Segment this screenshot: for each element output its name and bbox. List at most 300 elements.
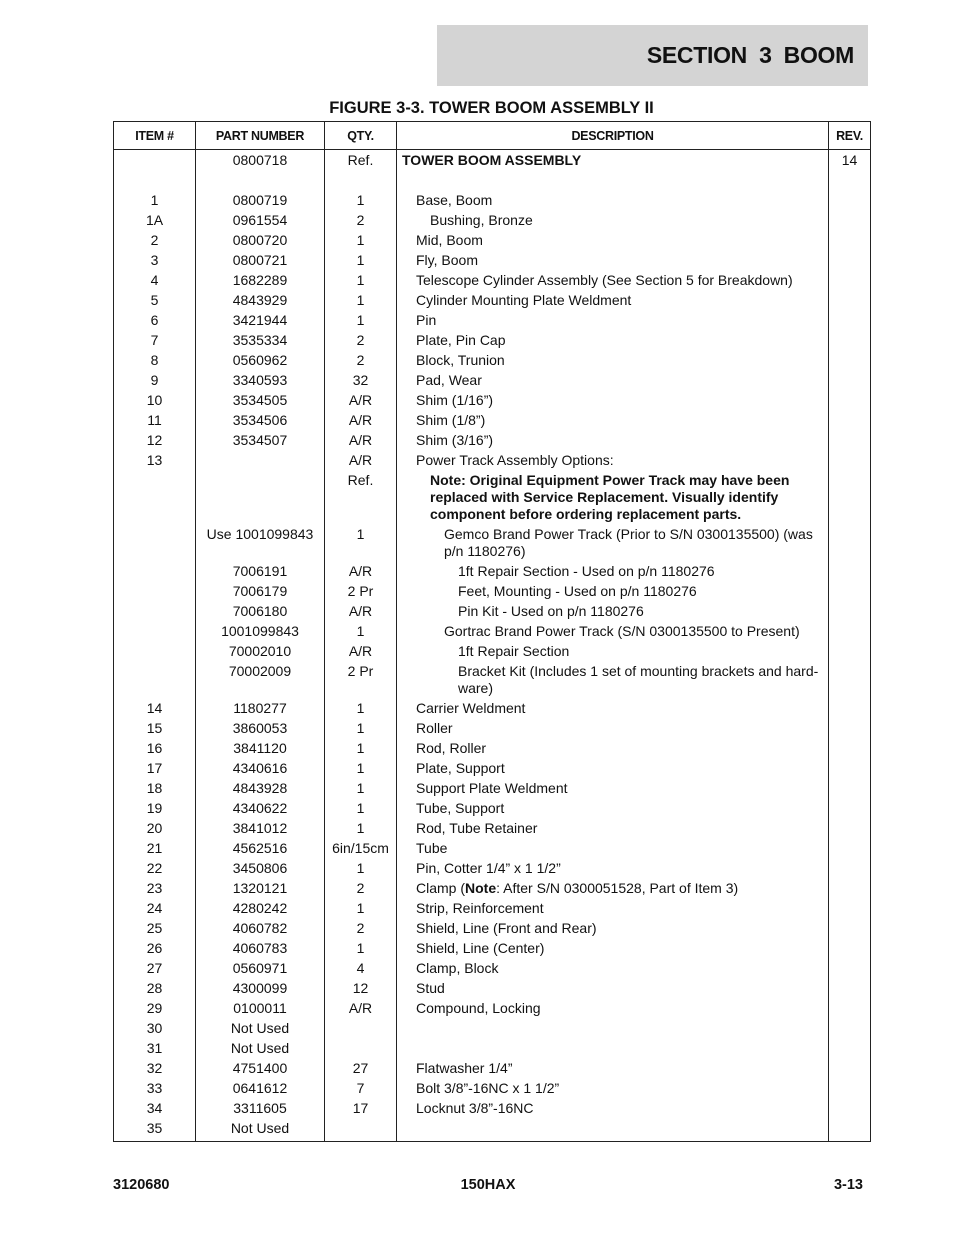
part-number-cell: 4060782	[196, 918, 325, 938]
part-number-cell: 3860053	[196, 718, 325, 738]
table-row	[114, 524, 871, 561]
item-cell: 7	[114, 330, 196, 350]
part-number-cell	[196, 170, 325, 190]
qty-cell: A/R	[325, 430, 397, 450]
rev-cell	[829, 1118, 871, 1142]
qty-cell: A/R	[325, 641, 397, 661]
qty-cell: 2 Pr	[325, 581, 397, 601]
column-header-qty: QTY.	[325, 122, 397, 150]
part-number-cell: 4751400	[196, 1058, 325, 1078]
description-text: Pin, Cotter 1/4” x 1 1/2”	[416, 860, 561, 876]
rev-cell	[829, 524, 871, 561]
description-text: Cylinder Mounting Plate Weldment	[416, 292, 632, 308]
qty-cell: 1	[325, 798, 397, 818]
description-text: Roller	[416, 720, 453, 736]
item-cell: 29	[114, 998, 196, 1018]
item-cell: 13	[114, 450, 196, 470]
rev-cell	[829, 230, 871, 250]
item-cell: 1	[114, 190, 196, 210]
description-text: Shim (3/16”)	[416, 432, 494, 448]
description-text: Pin	[416, 312, 437, 328]
item-cell: 26	[114, 938, 196, 958]
item-cell: 24	[114, 898, 196, 918]
rev-cell	[829, 718, 871, 738]
rev-cell	[829, 170, 871, 190]
table-row	[114, 170, 871, 190]
description-cell	[397, 150, 829, 171]
item-cell: 22	[114, 858, 196, 878]
description-cell	[397, 778, 829, 798]
item-cell: 14	[114, 698, 196, 718]
rev-cell	[829, 601, 871, 621]
description-cell	[397, 1118, 829, 1142]
rev-cell	[829, 698, 871, 718]
part-number-cell: Not Used	[196, 1018, 325, 1038]
table-row	[114, 230, 871, 250]
table-row	[114, 1058, 871, 1078]
qty-cell	[325, 170, 397, 190]
description-cell	[397, 270, 829, 290]
part-number-cell: 0800721	[196, 250, 325, 270]
table-row	[114, 718, 871, 738]
part-number-cell: 3421944	[196, 310, 325, 330]
description-text: Base, Boom	[416, 192, 493, 208]
rev-cell	[829, 938, 871, 958]
rev-cell	[829, 290, 871, 310]
item-cell	[114, 581, 196, 601]
table-row	[114, 190, 871, 210]
part-number-cell: 3534506	[196, 410, 325, 430]
description-cell	[397, 170, 829, 190]
table-row	[114, 330, 871, 350]
part-number-cell: 70002009	[196, 661, 325, 698]
description-cell	[397, 878, 829, 898]
description-text: Bushing, Bronze	[430, 212, 533, 228]
rev-cell	[829, 918, 871, 938]
item-cell: 33	[114, 1078, 196, 1098]
part-number-cell: Not Used	[196, 1038, 325, 1058]
description-text: Pin Kit - Used on p/n 1180276	[458, 603, 644, 619]
table-row	[114, 798, 871, 818]
part-number-cell: 70002010	[196, 641, 325, 661]
description-cell	[397, 858, 829, 878]
table-row	[114, 978, 871, 998]
table-row	[114, 390, 871, 410]
rev-cell	[829, 1078, 871, 1098]
description-cell	[397, 470, 829, 524]
description-text: Carrier Weldment	[416, 700, 526, 716]
table-row	[114, 758, 871, 778]
qty-cell: 1	[325, 858, 397, 878]
description-cell	[397, 621, 829, 641]
item-cell: 2	[114, 230, 196, 250]
item-cell	[114, 524, 196, 561]
qty-cell: 1	[325, 698, 397, 718]
qty-cell: 2	[325, 918, 397, 938]
table-row	[114, 778, 871, 798]
table-row	[114, 621, 871, 641]
item-cell: 15	[114, 718, 196, 738]
rev-cell	[829, 998, 871, 1018]
rev-cell	[829, 410, 871, 430]
item-cell: 25	[114, 918, 196, 938]
table-row	[114, 1098, 871, 1118]
qty-cell: A/R	[325, 390, 397, 410]
rev-cell	[829, 430, 871, 450]
part-number-cell: 4843928	[196, 778, 325, 798]
description-cell	[397, 250, 829, 270]
part-number-cell: Not Used	[196, 1118, 325, 1142]
rev-cell	[829, 561, 871, 581]
description-text: Support Plate Weldment	[416, 780, 568, 796]
qty-cell: 2	[325, 330, 397, 350]
rev-cell: 14	[829, 150, 871, 171]
table-row	[114, 270, 871, 290]
rev-cell	[829, 878, 871, 898]
description-cell	[397, 698, 829, 718]
table-row	[114, 410, 871, 430]
item-cell	[114, 470, 196, 524]
qty-cell: 1	[325, 524, 397, 561]
description-text: 1ft Repair Section - Used on p/n 1180276	[458, 563, 715, 579]
column-header-rev: REV.	[829, 122, 871, 150]
description-cell	[397, 1018, 829, 1038]
qty-cell: 6in/15cm	[325, 838, 397, 858]
part-number-cell	[196, 450, 325, 470]
description-text: Note: Original Equipment Power Track may have been replaced with Service Replacement. Visually identify component before ordering replacement parts.	[430, 472, 790, 522]
rev-cell	[829, 778, 871, 798]
item-cell: 10	[114, 390, 196, 410]
description-text: Tube	[416, 840, 448, 856]
table-row	[114, 250, 871, 270]
table-row	[114, 350, 871, 370]
table-row	[114, 290, 871, 310]
description-cell	[397, 798, 829, 818]
description-cell	[397, 938, 829, 958]
table-row	[114, 641, 871, 661]
rev-cell	[829, 738, 871, 758]
description-cell	[397, 1058, 829, 1078]
qty-cell: 12	[325, 978, 397, 998]
qty-cell: A/R	[325, 561, 397, 581]
rev-cell	[829, 190, 871, 210]
rev-cell	[829, 758, 871, 778]
table-row	[114, 838, 871, 858]
qty-cell: 1	[325, 270, 397, 290]
description-text: Fly, Boom	[416, 252, 478, 268]
description-cell	[397, 370, 829, 390]
footer-document-number: 3120680	[113, 1177, 170, 1193]
figure-title: FIGURE 3-3. TOWER BOOM ASSEMBLY II	[329, 99, 654, 117]
column-header-description: DESCRIPTION	[397, 122, 829, 150]
description-text: Bracket Kit (Includes 1 set of mounting brackets and hard-ware)	[458, 663, 819, 696]
description-text: Block, Trunion	[416, 352, 505, 368]
table-row	[114, 470, 871, 524]
qty-cell: A/R	[325, 998, 397, 1018]
item-cell: 31	[114, 1038, 196, 1058]
qty-cell: 1	[325, 250, 397, 270]
description-cell	[397, 838, 829, 858]
description-text: Clamp, Block	[416, 960, 499, 976]
qty-cell: 1	[325, 290, 397, 310]
item-cell: 18	[114, 778, 196, 798]
rev-cell	[829, 898, 871, 918]
part-number-cell: 7006180	[196, 601, 325, 621]
qty-cell: 17	[325, 1098, 397, 1118]
qty-cell: 1	[325, 718, 397, 738]
description-text: Flatwasher 1/4”	[416, 1060, 513, 1076]
description-text: Gortrac Brand Power Track (S/N 0300135500 to Present)	[444, 623, 800, 639]
item-cell: 3	[114, 250, 196, 270]
part-number-cell: 7006191	[196, 561, 325, 581]
item-cell: 30	[114, 1018, 196, 1038]
table-row	[114, 998, 871, 1018]
table-row	[114, 150, 871, 171]
table-row	[114, 581, 871, 601]
description-text: Shield, Line (Center)	[416, 940, 545, 956]
item-cell: 8	[114, 350, 196, 370]
parts-table	[113, 121, 871, 1142]
qty-cell	[325, 1038, 397, 1058]
description-text: Bolt 3/8”-16NC x 1 1/2”	[416, 1080, 560, 1096]
rev-cell	[829, 641, 871, 661]
item-cell: 6	[114, 310, 196, 330]
qty-cell: 1	[325, 778, 397, 798]
description-cell	[397, 430, 829, 450]
description-cell	[397, 898, 829, 918]
section-header-band	[437, 25, 868, 86]
table-row	[114, 601, 871, 621]
table-row	[114, 430, 871, 450]
description-cell	[397, 958, 829, 978]
rev-cell	[829, 470, 871, 524]
footer-model: 150HAX	[460, 1177, 516, 1193]
description-cell	[397, 1078, 829, 1098]
table-row	[114, 898, 871, 918]
section-title: SECTION 3 BOOM	[646, 42, 854, 68]
description-cell	[397, 450, 829, 470]
item-cell: 28	[114, 978, 196, 998]
part-number-cell: 3534507	[196, 430, 325, 450]
qty-cell: 1	[325, 938, 397, 958]
description-text: Rod, Tube Retainer	[416, 820, 538, 836]
rev-cell	[829, 270, 871, 290]
table-header-row	[114, 122, 871, 150]
description-cell	[397, 230, 829, 250]
column-header-part-number: PART NUMBER	[196, 122, 325, 150]
part-number-cell: 0800719	[196, 190, 325, 210]
rev-cell	[829, 1018, 871, 1038]
rev-cell	[829, 310, 871, 330]
part-number-cell: 1180277	[196, 698, 325, 718]
qty-cell: 4	[325, 958, 397, 978]
description-cell	[397, 661, 829, 698]
qty-cell: 2	[325, 350, 397, 370]
part-number-cell: 3311605	[196, 1098, 325, 1118]
qty-cell: 1	[325, 738, 397, 758]
part-number-cell: 0560971	[196, 958, 325, 978]
table-row	[114, 1078, 871, 1098]
item-cell	[114, 561, 196, 581]
rev-cell	[829, 1058, 871, 1078]
description-cell	[397, 290, 829, 310]
qty-cell: 32	[325, 370, 397, 390]
description-cell	[397, 738, 829, 758]
description-text: Locknut 3/8”-16NC	[416, 1100, 534, 1116]
part-number-cell: 3841120	[196, 738, 325, 758]
description-cell	[397, 410, 829, 430]
table-row	[114, 1118, 871, 1142]
qty-cell: Ref.	[325, 470, 397, 524]
description-text: TOWER BOOM ASSEMBLY	[402, 152, 582, 168]
rev-cell	[829, 330, 871, 350]
description-cell	[397, 978, 829, 998]
description-text: Telescope Cylinder Assembly (See Section 5 for Breakdown)	[416, 272, 793, 288]
item-cell	[114, 170, 196, 190]
item-cell: 19	[114, 798, 196, 818]
part-number-cell	[196, 470, 325, 524]
table-row	[114, 738, 871, 758]
item-cell: 16	[114, 738, 196, 758]
description-text: Plate, Support	[416, 760, 505, 776]
part-number-cell: 0641612	[196, 1078, 325, 1098]
description-text: Compound, Locking	[416, 1000, 541, 1016]
qty-cell: 1	[325, 758, 397, 778]
qty-cell: 1	[325, 310, 397, 330]
table-row	[114, 210, 871, 230]
item-cell	[114, 150, 196, 171]
description-cell	[397, 310, 829, 330]
footer-page-number: 3-13	[833, 1177, 863, 1193]
part-number-cell: 1001099843	[196, 621, 325, 641]
table-row	[114, 958, 871, 978]
parts-table-body	[114, 150, 871, 1142]
qty-cell	[325, 1018, 397, 1038]
part-number-cell: 4562516	[196, 838, 325, 858]
table-row	[114, 938, 871, 958]
rev-cell	[829, 581, 871, 601]
item-cell: 9	[114, 370, 196, 390]
description-cell	[397, 641, 829, 661]
description-cell	[397, 1098, 829, 1118]
description-cell	[397, 718, 829, 738]
rev-cell	[829, 978, 871, 998]
item-cell: 4	[114, 270, 196, 290]
table-row	[114, 661, 871, 698]
qty-cell: A/R	[325, 601, 397, 621]
rev-cell	[829, 818, 871, 838]
qty-cell: 2	[325, 878, 397, 898]
table-row	[114, 370, 871, 390]
description-text: Mid, Boom	[416, 232, 483, 248]
description-text: Shield, Line (Front and Rear)	[416, 920, 597, 936]
item-cell: 32	[114, 1058, 196, 1078]
table-row	[114, 450, 871, 470]
description-cell	[397, 1038, 829, 1058]
rev-cell	[829, 798, 871, 818]
description-text: Stud	[416, 980, 445, 996]
part-number-cell: 0800718	[196, 150, 325, 171]
item-cell: 5	[114, 290, 196, 310]
description-text: Shim (1/8”)	[416, 412, 486, 428]
table-row	[114, 310, 871, 330]
part-number-cell: 3340593	[196, 370, 325, 390]
description-cell	[397, 818, 829, 838]
table-row	[114, 561, 871, 581]
description-cell	[397, 210, 829, 230]
column-header-item: ITEM #	[114, 122, 196, 150]
description-text: Rod, Roller	[416, 740, 487, 756]
rev-cell	[829, 661, 871, 698]
part-number-cell: 4843929	[196, 290, 325, 310]
item-cell: 23	[114, 878, 196, 898]
part-number-cell: 1682289	[196, 270, 325, 290]
qty-cell: A/R	[325, 410, 397, 430]
description-text: Power Track Assembly Options:	[416, 452, 614, 468]
description-cell	[397, 758, 829, 778]
table-row	[114, 918, 871, 938]
part-number-cell: 0800720	[196, 230, 325, 250]
rev-cell	[829, 838, 871, 858]
rev-cell	[829, 370, 871, 390]
rev-cell	[829, 350, 871, 370]
part-number-cell: 0560962	[196, 350, 325, 370]
qty-cell: Ref.	[325, 150, 397, 171]
part-number-cell: 7006179	[196, 581, 325, 601]
rev-cell	[829, 958, 871, 978]
rev-cell	[829, 1098, 871, 1118]
item-cell: 21	[114, 838, 196, 858]
description-cell	[397, 998, 829, 1018]
qty-cell: 27	[325, 1058, 397, 1078]
item-cell: 34	[114, 1098, 196, 1118]
part-number-cell: 4340616	[196, 758, 325, 778]
rev-cell	[829, 858, 871, 878]
description-text: Gemco Brand Power Track (Prior to S/N 0300135500) (was p/n 1180276)	[444, 526, 813, 559]
description-cell	[397, 918, 829, 938]
table-row	[114, 858, 871, 878]
description-text: Strip, Reinforcement	[416, 900, 544, 916]
table-row	[114, 878, 871, 898]
part-number-cell: 4300099	[196, 978, 325, 998]
part-number-cell: Use 1001099843	[196, 524, 325, 561]
item-cell	[114, 621, 196, 641]
description-cell	[397, 390, 829, 410]
part-number-cell: 3450806	[196, 858, 325, 878]
item-cell	[114, 641, 196, 661]
description-cell	[397, 350, 829, 370]
rev-cell	[829, 621, 871, 641]
description-text: Feet, Mounting - Used on p/n 1180276	[458, 583, 697, 599]
qty-cell: 1	[325, 190, 397, 210]
item-cell	[114, 661, 196, 698]
description-text: Plate, Pin Cap	[416, 332, 506, 348]
part-number-cell: 4060783	[196, 938, 325, 958]
table-row	[114, 698, 871, 718]
rev-cell	[829, 1038, 871, 1058]
description-text: Shim (1/16”)	[416, 392, 494, 408]
qty-cell: 2	[325, 210, 397, 230]
rev-cell	[829, 250, 871, 270]
qty-cell: 1	[325, 230, 397, 250]
description-text: Clamp (Note: After S/N 0300051528, Part of Item 3)	[416, 880, 739, 896]
qty-cell: A/R	[325, 450, 397, 470]
description-cell	[397, 581, 829, 601]
item-cell: 17	[114, 758, 196, 778]
description-cell	[397, 601, 829, 621]
description-cell	[397, 561, 829, 581]
description-cell	[397, 524, 829, 561]
